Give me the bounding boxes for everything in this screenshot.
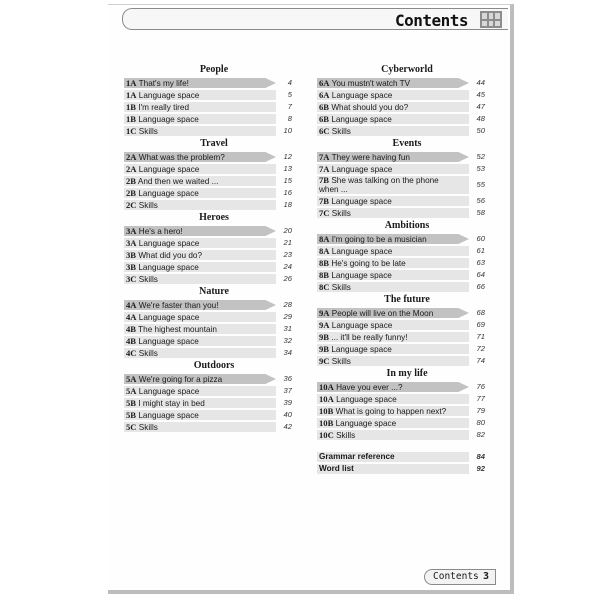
contents-entry[interactable] xyxy=(124,323,304,335)
entry-page: 42 xyxy=(283,422,292,431)
entry-page: 68 xyxy=(476,308,485,317)
entry-title: That's my life! xyxy=(138,79,189,88)
entry-title: People will live on the Moon xyxy=(331,309,434,318)
entry-page: 53 xyxy=(476,164,485,173)
entry-title: Language space xyxy=(331,197,392,206)
unit-code: 8B xyxy=(319,258,330,268)
unit-code: 1B xyxy=(126,114,137,124)
entry-page: 50 xyxy=(476,126,485,135)
entry-page: 39 xyxy=(283,398,292,407)
contents-entry[interactable] xyxy=(124,299,304,311)
contents-entry[interactable] xyxy=(317,233,497,245)
contents-entry[interactable] xyxy=(124,187,304,199)
unit-code: 5A xyxy=(126,386,137,396)
unit-code: 9A xyxy=(319,320,330,330)
unit-section xyxy=(317,293,497,367)
entry-title: They were having fun xyxy=(331,153,410,162)
entry-title: Language space xyxy=(331,247,393,256)
entry-title: We're faster than you! xyxy=(138,301,219,310)
contents-entry[interactable] xyxy=(124,409,304,421)
section-title: Travel xyxy=(200,138,228,149)
unit-code: 10A xyxy=(319,382,334,392)
entry-label xyxy=(126,421,158,434)
contents-entry[interactable] xyxy=(317,355,497,367)
section-title: Cyberworld xyxy=(381,64,433,75)
entry-page: 40 xyxy=(283,410,292,419)
entry-page: 69 xyxy=(476,320,485,329)
contents-entry[interactable] xyxy=(317,89,497,101)
entry-page: 64 xyxy=(476,270,485,279)
entry-page: 4 xyxy=(287,78,292,87)
entry-page: 74 xyxy=(476,356,485,365)
page-footer xyxy=(424,569,496,585)
entry-title: He's a hero! xyxy=(138,227,183,236)
unit-section xyxy=(124,63,304,137)
contents-entry[interactable] xyxy=(317,405,497,417)
unit-code: 8A xyxy=(319,234,330,244)
entry-page: 24 xyxy=(283,262,292,271)
contents-entry[interactable] xyxy=(124,101,304,113)
reference-title: Grammar reference xyxy=(319,452,395,461)
contents-column-right xyxy=(317,63,497,475)
entry-title: Language space xyxy=(331,91,393,100)
entry-title: Skills xyxy=(331,127,351,136)
section-title: Heroes xyxy=(199,212,229,223)
entry-title: Skills xyxy=(331,209,351,218)
entry-title: Skills xyxy=(331,357,351,366)
section-title: Outdoors xyxy=(193,360,235,371)
entry-page: 47 xyxy=(476,102,485,111)
unit-code: 2A xyxy=(126,152,137,162)
unit-code: 4B xyxy=(126,324,137,334)
entry-title: Language space xyxy=(138,115,199,124)
entry-label xyxy=(319,355,351,368)
entry-title: Skills xyxy=(331,283,351,292)
section-title: Events xyxy=(392,138,422,149)
unit-code: 1B xyxy=(126,102,137,112)
reference-title: Word list xyxy=(319,464,354,473)
contents-column-left xyxy=(124,63,304,433)
unit-code: 6C xyxy=(319,126,330,136)
entry-page: 16 xyxy=(283,188,292,197)
entry-page: 79 xyxy=(476,406,485,415)
unit-code: 9B xyxy=(319,332,330,342)
unit-section xyxy=(317,137,497,219)
contents-entry[interactable] xyxy=(317,195,497,207)
unit-section xyxy=(317,63,497,137)
contents-entry[interactable] xyxy=(124,113,304,125)
entry-title: Skills xyxy=(138,349,158,358)
entry-page: 32 xyxy=(283,336,292,345)
contents-entry[interactable] xyxy=(317,381,497,393)
contents-entry[interactable] xyxy=(317,331,497,343)
entry-title: Language space xyxy=(138,239,200,248)
contents-entry[interactable] xyxy=(124,261,304,273)
unit-code: 2A xyxy=(126,164,137,174)
section-title: The future xyxy=(384,294,430,305)
entry-label xyxy=(126,199,158,212)
footer-label: Contents xyxy=(433,571,479,582)
entry-page: 63 xyxy=(476,258,485,267)
entry-title: Language space xyxy=(138,91,200,100)
entry-page: 55 xyxy=(476,180,485,189)
entry-title: Have you ever ...? xyxy=(336,383,403,392)
unit-section xyxy=(124,137,304,211)
unit-code: 4C xyxy=(126,348,137,358)
entry-title: ... it'll be really funny! xyxy=(331,333,408,342)
entry-title: What was the problem? xyxy=(138,153,225,162)
entry-page: 10 xyxy=(283,126,292,135)
contents-entry[interactable] xyxy=(317,151,497,163)
unit-code: 6B xyxy=(319,114,330,124)
entry-title: Skills xyxy=(138,201,158,210)
entry-title: And then we waited ... xyxy=(137,177,219,186)
unit-code: 5A xyxy=(126,374,137,384)
contents-entry[interactable] xyxy=(124,373,304,385)
entry-title: She was talking on the phone when ... xyxy=(319,176,439,194)
entry-page: 20 xyxy=(283,226,292,235)
contents-entry[interactable] xyxy=(317,281,497,293)
contents-entry[interactable] xyxy=(317,163,497,175)
entry-title: Language space xyxy=(138,263,199,272)
entry-page: 21 xyxy=(283,238,292,247)
unit-code: 2C xyxy=(126,200,137,210)
contents-entry[interactable] xyxy=(317,319,497,331)
reference-entry[interactable] xyxy=(317,463,497,475)
contents-entry[interactable] xyxy=(317,343,497,355)
unit-code: 2B xyxy=(126,176,137,186)
unit-section xyxy=(124,285,304,359)
unit-section xyxy=(124,359,304,433)
entry-page: 13 xyxy=(283,164,292,173)
unit-code: 1C xyxy=(126,126,137,136)
contents-entry[interactable] xyxy=(124,249,304,261)
entry-label xyxy=(319,125,351,138)
unit-code: 7A xyxy=(319,152,330,162)
entry-label xyxy=(319,429,355,442)
page-header xyxy=(122,8,508,30)
unit-code: 10A xyxy=(319,394,334,404)
unit-code: 9C xyxy=(319,356,330,366)
entry-title: Language space xyxy=(331,345,392,354)
entry-page: 82 xyxy=(476,430,485,439)
section-title: Nature xyxy=(199,286,229,297)
contents-entry[interactable] xyxy=(124,89,304,101)
unit-code: 7B xyxy=(319,196,330,206)
page-number: 3 xyxy=(482,571,489,582)
unit-code: 10B xyxy=(319,406,334,416)
contents-entry[interactable] xyxy=(124,273,304,285)
entry-title: Skills xyxy=(138,275,158,284)
entry-page: 12 xyxy=(283,152,292,161)
contents-entry[interactable] xyxy=(124,397,304,409)
unit-code: 3B xyxy=(126,262,137,272)
entry-page: 36 xyxy=(283,374,292,383)
unit-section xyxy=(317,219,497,293)
unit-code: 8C xyxy=(319,282,330,292)
entry-title: I might stay in bed xyxy=(138,399,205,408)
entry-page: 71 xyxy=(476,332,485,341)
entry-page: 48 xyxy=(476,114,485,123)
entry-title: Language space xyxy=(331,271,392,280)
entry-label xyxy=(319,281,351,294)
entry-page: 31 xyxy=(283,324,292,333)
unit-code: 6B xyxy=(319,102,330,112)
entry-page: 8 xyxy=(287,114,292,123)
entry-title: I'm going to be a musician xyxy=(331,235,427,244)
unit-code: 6A xyxy=(319,78,330,88)
entry-title: Skills xyxy=(138,127,158,136)
unit-code: 4A xyxy=(126,300,137,310)
unit-code: 7C xyxy=(319,208,330,218)
entry-page: 66 xyxy=(476,282,485,291)
contents-entry[interactable] xyxy=(124,347,304,359)
entry-label xyxy=(126,347,158,360)
unit-code: 5B xyxy=(126,410,137,420)
section-title: People xyxy=(199,64,229,75)
unit-code: 4B xyxy=(126,336,137,346)
contents-entry[interactable] xyxy=(124,151,304,163)
unit-section xyxy=(124,211,304,285)
contents-entry[interactable] xyxy=(317,245,497,257)
entry-label xyxy=(126,125,158,138)
contents-entry[interactable] xyxy=(124,225,304,237)
entry-page: 56 xyxy=(476,196,485,205)
entry-page: 45 xyxy=(476,90,485,99)
entry-page: 61 xyxy=(476,246,485,255)
contents-entry[interactable] xyxy=(317,307,497,319)
contents-entry[interactable] xyxy=(124,335,304,347)
contents-entry[interactable] xyxy=(317,417,497,429)
entry-title: We're going for a pizza xyxy=(138,375,223,384)
unit-code: 5B xyxy=(126,398,137,408)
entry-title: He's going to be late xyxy=(331,259,406,268)
unit-section xyxy=(317,367,497,441)
entry-title: What should you do? xyxy=(331,103,409,112)
unit-code: 7A xyxy=(319,164,330,174)
contents-entry[interactable] xyxy=(124,175,304,187)
entry-title: Language space xyxy=(331,115,392,124)
unit-code: 9B xyxy=(319,344,330,354)
entry-title: Language space xyxy=(138,387,200,396)
entry-title: You mustn't watch TV xyxy=(331,79,411,88)
unit-code: 1A xyxy=(126,78,137,88)
entry-title: Language space xyxy=(138,337,199,346)
entry-page: 5 xyxy=(287,90,292,99)
unit-code: 6A xyxy=(319,90,330,100)
section-title: Ambitions xyxy=(384,220,430,231)
entry-label xyxy=(319,207,351,220)
contents-entry[interactable] xyxy=(317,77,497,89)
grid-icon xyxy=(480,11,502,28)
unit-code: 10B xyxy=(319,418,334,428)
contents-entry[interactable] xyxy=(124,125,304,137)
unit-code: 3A xyxy=(126,238,137,248)
entry-title: Language space xyxy=(138,189,199,198)
entry-page: 58 xyxy=(476,208,485,217)
unit-code: 2B xyxy=(126,188,137,198)
unit-code: 8A xyxy=(319,246,330,256)
unit-code: 3A xyxy=(126,226,137,236)
entry-title: Language space xyxy=(331,321,393,330)
entry-title: I'm really tired xyxy=(138,103,190,112)
entry-page: 34 xyxy=(283,348,292,357)
entry-title: Language space xyxy=(335,419,397,428)
entry-page: 76 xyxy=(476,382,485,391)
contents-entry[interactable] xyxy=(317,101,497,113)
entry-title: Language space xyxy=(138,411,199,420)
contents-entry[interactable] xyxy=(124,199,304,211)
entry-page: 28 xyxy=(283,300,292,309)
entry-title: Language space xyxy=(138,313,200,322)
entry-page: 29 xyxy=(283,312,292,321)
unit-code: 9A xyxy=(319,308,330,318)
unit-code: 3B xyxy=(126,250,137,260)
unit-code: 4A xyxy=(126,312,137,322)
contents-entry[interactable] xyxy=(317,125,497,137)
spacer xyxy=(317,441,497,451)
entry-page: 23 xyxy=(283,250,292,259)
unit-code: 10C xyxy=(319,430,334,440)
entry-title: What is going to happen next? xyxy=(335,407,447,416)
entry-page: 80 xyxy=(476,418,485,427)
entry-title: Language space xyxy=(331,165,393,174)
entry-page: 44 xyxy=(476,78,485,87)
contents-entry[interactable] xyxy=(124,237,304,249)
contents-entry[interactable] xyxy=(124,77,304,89)
reference-page: 84 xyxy=(476,452,485,461)
contents-entry[interactable] xyxy=(317,269,497,281)
entry-title: Skills xyxy=(138,423,158,432)
entry-page: 72 xyxy=(476,344,485,353)
entry-page: 60 xyxy=(476,234,485,243)
entry-page: 52 xyxy=(476,152,485,161)
contents-entry[interactable] xyxy=(317,429,497,441)
contents-entry[interactable] xyxy=(124,163,304,175)
unit-code: 1A xyxy=(126,90,137,100)
entry-page: 18 xyxy=(283,200,292,209)
entry-page: 7 xyxy=(287,102,292,111)
reference-page: 92 xyxy=(476,464,485,473)
entry-title: Language space xyxy=(336,395,397,404)
unit-code: 3C xyxy=(126,274,137,284)
entry-page: 77 xyxy=(476,394,485,403)
unit-code: 8B xyxy=(319,270,330,280)
section-title: In my life xyxy=(386,368,428,379)
reference-entry[interactable] xyxy=(317,451,497,463)
contents-entry[interactable] xyxy=(317,393,497,405)
entry-title: The highest mountain xyxy=(138,325,217,334)
entry-page: 15 xyxy=(283,176,292,185)
contents-entry[interactable] xyxy=(317,113,497,125)
contents-entry[interactable] xyxy=(124,311,304,323)
entry-label xyxy=(126,273,158,286)
contents-entry[interactable] xyxy=(124,421,304,433)
contents-entry[interactable] xyxy=(124,385,304,397)
entry-title: Language space xyxy=(138,165,200,174)
entry-label xyxy=(319,176,447,194)
unit-code: 7B xyxy=(319,175,330,185)
page-title: Contents xyxy=(394,11,468,30)
entry-page: 37 xyxy=(283,386,292,395)
entry-title: What did you do? xyxy=(138,251,203,260)
entry-title: Skills xyxy=(336,431,356,440)
entry-page: 26 xyxy=(283,274,292,283)
unit-code: 5C xyxy=(126,422,137,432)
contents-entry[interactable] xyxy=(317,175,497,195)
contents-entry[interactable] xyxy=(317,257,497,269)
contents-entry[interactable] xyxy=(317,207,497,219)
